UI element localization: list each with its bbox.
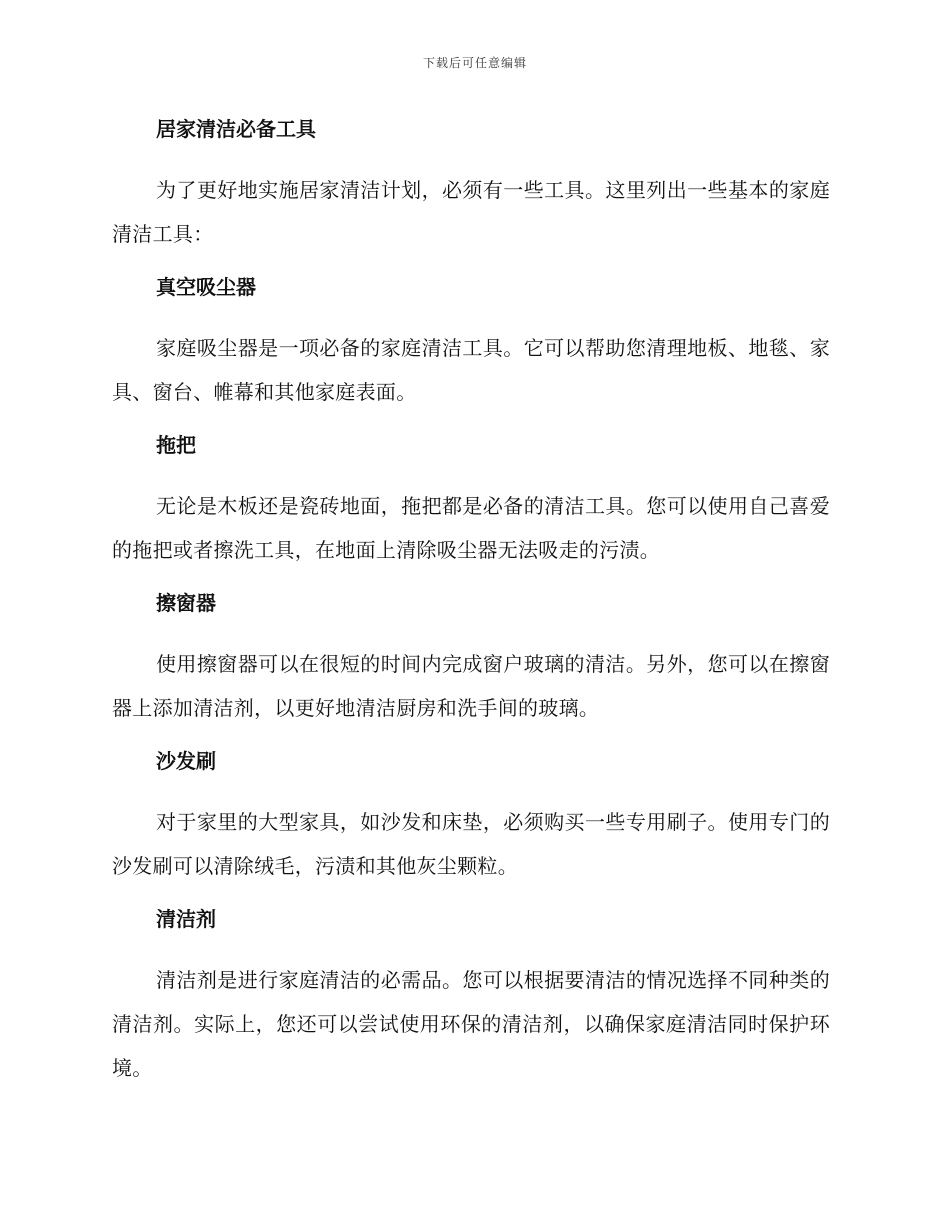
section-heading-vacuum: 真空吸尘器 — [156, 275, 256, 299]
section-body-mop: 无论是木板还是瓷砖地面，拖把都是必备的清洁工具。您可以使用自己喜爱的拖把或者擦洗工具，在地面上清除吸尘器无法吸走的污渍。 — [112, 494, 830, 562]
document-body — [112, 112, 830, 1090]
section-body-vacuum: 家庭吸尘器是一项必备的家庭清洁工具。它可以帮助您清理地板、地毯、家具、窗台、帷幕和其他家庭表面。 — [112, 336, 830, 404]
intro-paragraph: 为了更好地实施居家清洁计划，必须有一些工具。这里列出一些基本的家庭清洁工具： — [112, 178, 830, 246]
section-body-sofa-brush: 对于家里的大型家具，如沙发和床垫，必须购买一些专用刷子。使用专门的沙发刷可以清除绒毛，污渍和其他灰尘颗粒。 — [112, 810, 830, 878]
section-body-window-wiper: 使用擦窗器可以在很短的时间内完成窗户玻璃的清洁。另外，您可以在擦窗器上添加清洁剂，以更好地清洁厨房和洗手间的玻璃。 — [112, 652, 830, 720]
section-heading-sofa-brush: 沙发刷 — [156, 749, 216, 773]
section-heading-window-wiper: 擦窗器 — [156, 591, 216, 615]
section-heading-mop: 拖把 — [156, 433, 196, 457]
document-title: 居家清洁必备工具 — [156, 117, 316, 141]
header-note: 下载后可任意编辑 — [422, 56, 527, 70]
section-body-detergent: 清洁剂是进行家庭清洁的必需品。您可以根据要清洁的情况选择不同种类的清洁剂。实际上，您还可以尝试使用环保的清洁剂，以确保家庭清洁同时保护环境。 — [112, 968, 830, 1080]
section-heading-detergent: 清洁剂 — [156, 907, 216, 931]
